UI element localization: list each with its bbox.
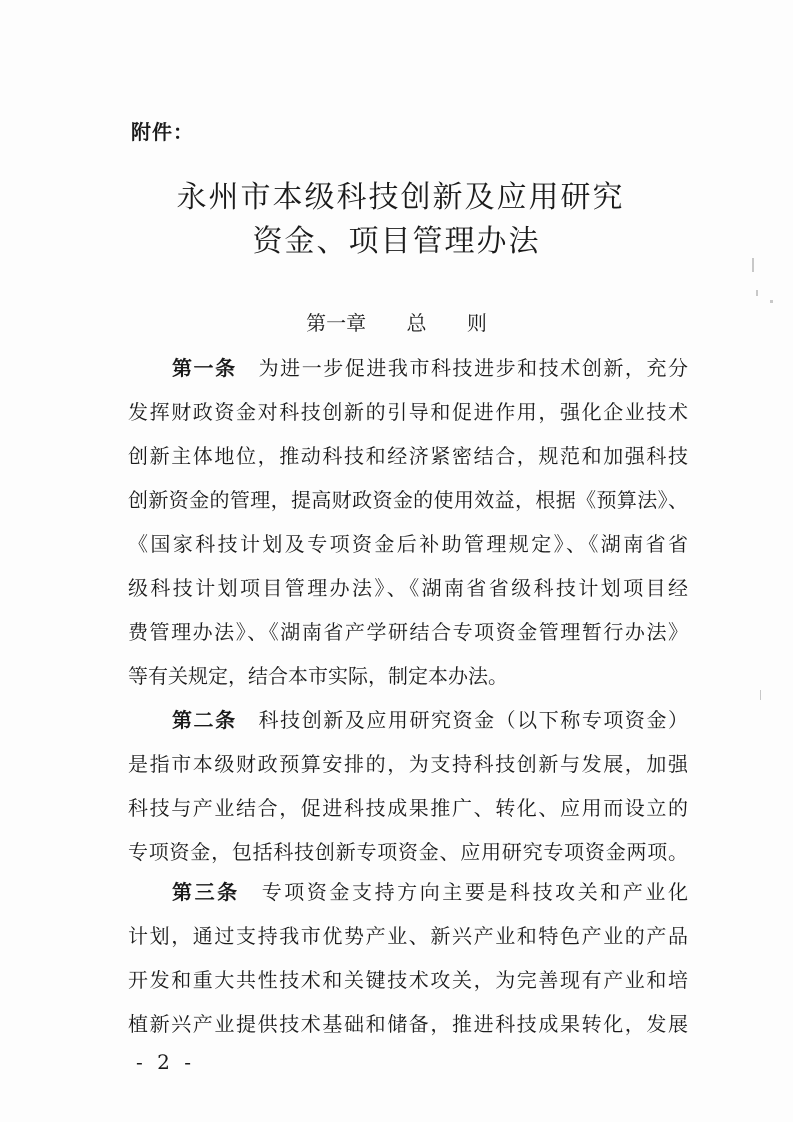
article-1-line-8: 等有关规定，结合本市实际，制定本办法。 [128, 664, 508, 688]
article-1-line-4: 创新资金的管理，提高财政资金的使用效益，根据《预算法》、 [128, 488, 688, 512]
article-2-text: 科技创新及应用研究资金（以下称专项资金） [258, 708, 689, 732]
article-1-line-3: 创新主体地位，推动科技和经济紧密结合，规范和加强科技 [128, 444, 688, 468]
article-2-label: 第二条 [172, 708, 237, 732]
scan-speck [752, 258, 754, 272]
article-2-line-3: 科技与产业结合，促进科技成果推广、转化、应用而设立的 [128, 796, 688, 820]
article-1-label: 第一条 [172, 356, 237, 380]
article-1-line-2: 发挥财政资金对科技创新的引导和促进作用，强化企业技术 [128, 400, 688, 424]
article-3-line-3: 开发和重大共性技术和关键技术攻关，为完善现有产业和培 [128, 968, 688, 992]
article-3-line-4: 植新兴产业提供技术基础和储备，推进科技成果转化，发展 [128, 1012, 688, 1036]
article-2-line-2: 是指市本级财政预算安排的，为支持科技创新与发展，加强 [128, 752, 688, 776]
article-1-line-7: 费管理办法》、《湖南省产学研结合专项资金管理暂行办法》 [128, 620, 688, 644]
article-1-text: 为进一步促进我市科技进步和技术创新，充分 [258, 356, 689, 380]
article-3-text: 专项资金支持方向主要是科技攻关和产业化 [261, 880, 689, 904]
article-2-line-4: 专项资金，包括科技创新专项资金、应用研究专项资金两项。 [128, 840, 688, 864]
scan-speck [760, 690, 761, 700]
page-number: - 2 - [136, 1050, 195, 1074]
article-1-line-1 [172, 356, 688, 380]
article-3-label: 第三条 [172, 880, 240, 904]
document-title-line-1: 永州市本级科技创新及应用研究 [176, 180, 625, 215]
article-2-line-1 [172, 708, 688, 732]
article-1-line-5: 《国家科技计划及专项资金后补助管理规定》、《湖南省省 [128, 532, 688, 556]
chapter-heading [0, 307, 793, 336]
chapter-number: 第一章 [306, 311, 367, 335]
chapter-name-part-1: 总 [406, 311, 427, 335]
document-title-line-2: 资金、项目管理办法 [252, 224, 541, 259]
article-3-line-1 [172, 880, 688, 904]
article-3-line-2: 计划，通过支持我市优势产业、新兴产业和特色产业的产品 [128, 924, 688, 948]
scan-speck [770, 300, 773, 303]
scan-speck [756, 290, 758, 296]
chapter-name-part-2: 则 [466, 311, 487, 335]
article-1-line-6: 级科技计划项目管理办法》、《湖南省省级科技计划项目经 [128, 576, 688, 600]
attachment-label: 附件： [131, 120, 194, 144]
